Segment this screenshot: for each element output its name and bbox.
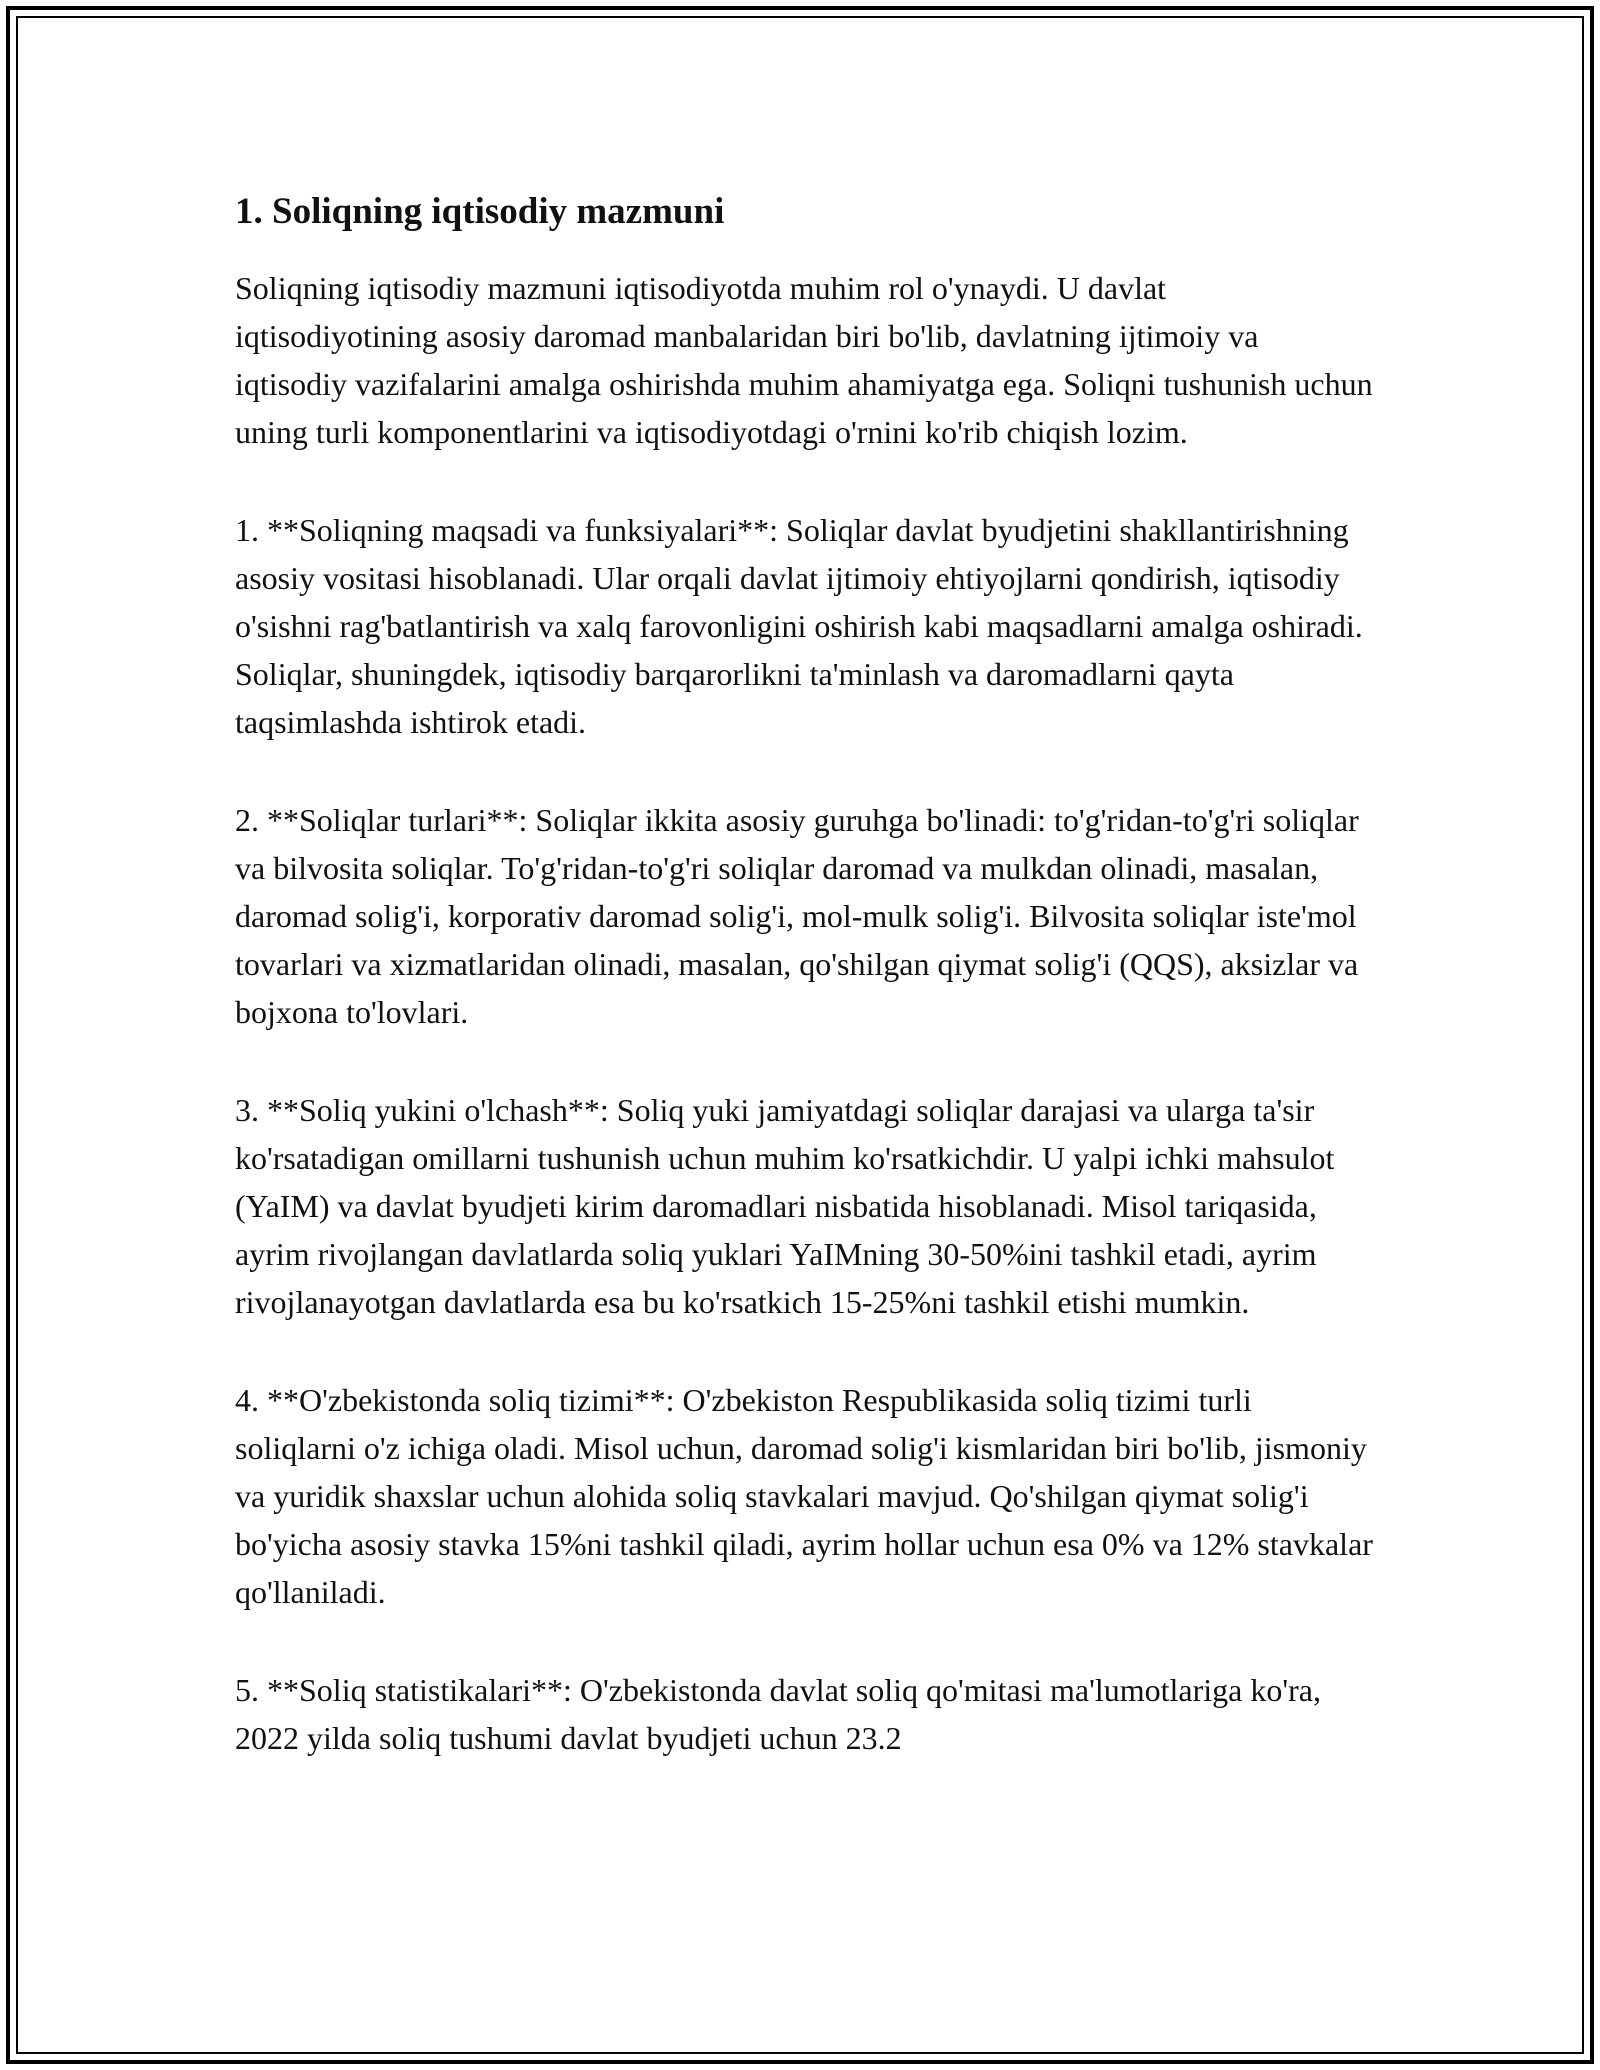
paragraph-tax-purpose: 1. **Soliqning maqsadi va funksiyalari**: Soliqlar davlat byudjetini shakllantirishning asosiy vositasi hisoblanadi. Ular orqali davlat ijtimoiy ehtiyojlarni qondirish, iqtisodiy o'sishni rag'batlantirish va xalq farovonligini oshirish kabi maqsadlarni amalga oshiradi. Soliqlar, shuningdek, iqtisodiy barqarorlikni ta'minlash va daromadlarni qayta taqsimlashda ishtirok etadi. — [235, 512, 1363, 740]
paragraph-tax-statistics: 5. **Soliq statistikalari**: O'zbekistonda davlat soliq qo'mitasi ma'lumotlariga ko'ra, 2022 yilda soliq tushumi davlat byudjeti uchun 23.2 — [235, 1672, 1321, 1756]
document-page — [235, 186, 1375, 1812]
paragraph-uzbekistan-tax-system: 4. **O'zbekistonda soliq tizimi**: O'zbekiston Respublikasida soliq tizimi turli soliqlarni o'z ichiga oladi. Misol uchun, daromad solig'i kismlaridan biri bo'lib, jismoniy va yuridik shaxslar uchun alohida soliq stavkalari mavjud. Qo'shilgan qiymat solig'i bo'yicha asosiy stavka 15%ni tashkil qiladi, ayrim hollar uchun esa 0% va 12% stavkalar qo'llaniladi. — [235, 1382, 1373, 1610]
intro-paragraph: Soliqning iqtisodiy mazmuni iqtisodiyotda muhim rol o'ynaydi. U davlat iqtisodiyotining asosiy daromad manbalaridan biri bo'lib, davlatning ijtimoiy va iqtisodiy vazifalarini amalga oshirishda muhim ahamiyatga ega. Soliqni tushunish uchun uning turli komponentlarini va iqtisodiyotdagi o'rnini ko'rib chiqish lozim. — [235, 270, 1373, 450]
paragraph-tax-types: 2. **Soliqlar turlari**: Soliqlar ikkita asosiy guruhga bo'linadi: to'g'ridan-to'g'ri soliqlar va bilvosita soliqlar. To'g'ridan-to'g'ri soliqlar daromad va mulkdan olinadi, masalan, daromad solig'i, korporativ daromad solig'i, mol-mulk solig'i. Bilvosita soliqlar iste'mol tovarlari va xizmatlaridan olinadi, masalan, qo'shilgan qiymat solig'i (QQS), aksizlar va bojxona to'lovlari. — [235, 802, 1359, 1030]
document-title: 1. Soliqning iqtisodiy mazmuni — [235, 191, 725, 232]
paragraph-tax-burden: 3. **Soliq yukini o'lchash**: Soliq yuki jamiyatdagi soliqlar darajasi va ularga ta'sir ko'rsatadigan omillarni tushunish uchun muhim ko'rsatkichdir. U yalpi ichki mahsulot (YaIM) va davlat byudjeti kirim daromadlari nisbatida hisoblanadi. Misol tariqasida, ayrim rivojlangan davlatlarda soliq yuklari YaIMning 30-50%ini tashkil etadi, ayrim rivojlanayotgan davlatlarda esa bu ko'rsatkich 15-25%ni tashkil etishi mumkin. — [235, 1092, 1335, 1320]
